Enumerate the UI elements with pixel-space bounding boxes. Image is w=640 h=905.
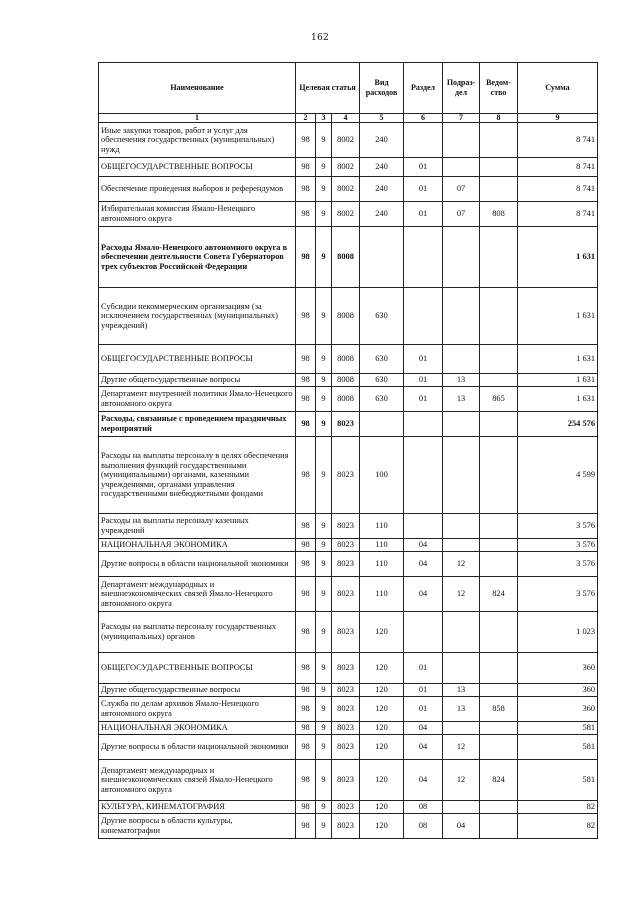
table-body bbox=[99, 123, 598, 839]
cell-subsection: 07 bbox=[443, 177, 480, 202]
cell-subsection bbox=[443, 801, 480, 814]
cell-section: 01 bbox=[404, 653, 443, 684]
cell-department bbox=[480, 653, 518, 684]
header-department: Ведом-ство bbox=[480, 63, 518, 114]
cell-name: ОБЩЕГОСУДАРСТВЕННЫЕ ВОПРОСЫ bbox=[99, 158, 296, 177]
cell-expense-type: 110 bbox=[360, 577, 404, 612]
cell-sum: 1 023 bbox=[518, 612, 598, 653]
budget-table bbox=[98, 62, 598, 839]
cell-subprogram: 9 bbox=[316, 374, 332, 387]
cell-name: Расходы на выплаты персоналу в целях обеспечения выполнения функций государственными (муниципальными) органами, казенными учреждениями, органами управления государственными внебюджетными фондами bbox=[99, 437, 296, 514]
cell-subprogram: 9 bbox=[316, 158, 332, 177]
cell-subprogram: 9 bbox=[316, 123, 332, 158]
table-row bbox=[99, 697, 598, 722]
cell-sum: 8 741 bbox=[518, 123, 598, 158]
table-row bbox=[99, 158, 598, 177]
cell-department bbox=[480, 123, 518, 158]
cell-direction: 8023 bbox=[332, 697, 360, 722]
cell-name: Избирательная комиссия Ямало-Ненецкого автономного округа bbox=[99, 202, 296, 227]
cell-section: 08 bbox=[404, 814, 443, 839]
cell-name: НАЦИОНАЛЬНАЯ ЭКОНОМИКА bbox=[99, 722, 296, 735]
cell-section: 01 bbox=[404, 202, 443, 227]
cell-direction: 8008 bbox=[332, 288, 360, 345]
cell-subsection: 07 bbox=[443, 202, 480, 227]
table-row bbox=[99, 653, 598, 684]
cell-name: Другие вопросы в области национальной экономики bbox=[99, 552, 296, 577]
cell-department bbox=[480, 288, 518, 345]
cell-expense-type bbox=[360, 227, 404, 288]
cell-section: 01 bbox=[404, 345, 443, 374]
cell-direction: 8023 bbox=[332, 801, 360, 814]
table-row bbox=[99, 552, 598, 577]
column-number: 1 bbox=[99, 114, 296, 123]
cell-subsection bbox=[443, 539, 480, 552]
cell-expense-type: 110 bbox=[360, 514, 404, 539]
cell-direction: 8023 bbox=[332, 612, 360, 653]
table-row bbox=[99, 612, 598, 653]
table-row bbox=[99, 437, 598, 514]
cell-direction: 8023 bbox=[332, 577, 360, 612]
cell-department bbox=[480, 412, 518, 437]
cell-subsection bbox=[443, 612, 480, 653]
cell-name: НАЦИОНАЛЬНАЯ ЭКОНОМИКА bbox=[99, 539, 296, 552]
cell-expense-type: 120 bbox=[360, 653, 404, 684]
cell-section: 04 bbox=[404, 552, 443, 577]
cell-expense-type: 120 bbox=[360, 684, 404, 697]
cell-direction: 8008 bbox=[332, 345, 360, 374]
table-row bbox=[99, 288, 598, 345]
cell-expense-type: 630 bbox=[360, 345, 404, 374]
cell-subprogram: 9 bbox=[316, 202, 332, 227]
cell-expense-type: 120 bbox=[360, 735, 404, 760]
cell-program: 98 bbox=[296, 345, 316, 374]
table-row bbox=[99, 123, 598, 158]
cell-department: 824 bbox=[480, 577, 518, 612]
cell-section: 04 bbox=[404, 735, 443, 760]
cell-subsection bbox=[443, 227, 480, 288]
cell-sum: 360 bbox=[518, 697, 598, 722]
cell-name: Расходы на выплаты персоналу государственных (муниципальных) органов bbox=[99, 612, 296, 653]
cell-subsection: 12 bbox=[443, 577, 480, 612]
cell-name: Другие вопросы в области культуры, кинематографии bbox=[99, 814, 296, 839]
cell-section bbox=[404, 437, 443, 514]
cell-expense-type: 630 bbox=[360, 288, 404, 345]
cell-name: Другие вопросы в области национальной экономики bbox=[99, 735, 296, 760]
cell-section bbox=[404, 123, 443, 158]
cell-subsection: 13 bbox=[443, 697, 480, 722]
table-row bbox=[99, 374, 598, 387]
cell-program: 98 bbox=[296, 552, 316, 577]
cell-direction: 8023 bbox=[332, 735, 360, 760]
cell-direction: 8023 bbox=[332, 412, 360, 437]
cell-expense-type: 100 bbox=[360, 437, 404, 514]
cell-section bbox=[404, 612, 443, 653]
cell-subsection bbox=[443, 653, 480, 684]
cell-program: 98 bbox=[296, 177, 316, 202]
cell-subprogram: 9 bbox=[316, 801, 332, 814]
cell-section: 04 bbox=[404, 539, 443, 552]
cell-subprogram: 9 bbox=[316, 177, 332, 202]
cell-program: 98 bbox=[296, 814, 316, 839]
table-row bbox=[99, 345, 598, 374]
cell-department: 858 bbox=[480, 697, 518, 722]
cell-subprogram: 9 bbox=[316, 552, 332, 577]
cell-program: 98 bbox=[296, 653, 316, 684]
column-number: 8 bbox=[480, 114, 518, 123]
cell-subsection: 13 bbox=[443, 374, 480, 387]
cell-sum: 1 631 bbox=[518, 387, 598, 412]
cell-subprogram: 9 bbox=[316, 539, 332, 552]
cell-section: 01 bbox=[404, 158, 443, 177]
cell-expense-type: 120 bbox=[360, 814, 404, 839]
cell-direction: 8023 bbox=[332, 760, 360, 801]
cell-program: 98 bbox=[296, 577, 316, 612]
cell-section bbox=[404, 288, 443, 345]
cell-direction: 8023 bbox=[332, 552, 360, 577]
header-subsection: Подраз-дел bbox=[443, 63, 480, 114]
cell-subprogram: 9 bbox=[316, 722, 332, 735]
cell-direction: 8002 bbox=[332, 158, 360, 177]
cell-section: 04 bbox=[404, 577, 443, 612]
cell-subprogram: 9 bbox=[316, 684, 332, 697]
cell-direction: 8023 bbox=[332, 722, 360, 735]
cell-subsection bbox=[443, 123, 480, 158]
cell-section: 01 bbox=[404, 387, 443, 412]
cell-program: 98 bbox=[296, 760, 316, 801]
cell-department: 808 bbox=[480, 202, 518, 227]
header-name: Наименование bbox=[99, 63, 296, 114]
cell-department bbox=[480, 227, 518, 288]
table-row bbox=[99, 177, 598, 202]
cell-subprogram: 9 bbox=[316, 653, 332, 684]
cell-section bbox=[404, 412, 443, 437]
cell-section bbox=[404, 514, 443, 539]
column-number: 2 bbox=[296, 114, 316, 123]
cell-department bbox=[480, 514, 518, 539]
cell-department bbox=[480, 552, 518, 577]
cell-direction: 8008 bbox=[332, 227, 360, 288]
cell-subsection bbox=[443, 412, 480, 437]
cell-direction: 8002 bbox=[332, 202, 360, 227]
cell-direction: 8023 bbox=[332, 814, 360, 839]
cell-sum: 1 631 bbox=[518, 345, 598, 374]
cell-expense-type: 120 bbox=[360, 722, 404, 735]
cell-subsection: 13 bbox=[443, 387, 480, 412]
cell-direction: 8008 bbox=[332, 387, 360, 412]
cell-department bbox=[480, 814, 518, 839]
cell-subsection bbox=[443, 288, 480, 345]
cell-sum: 1 631 bbox=[518, 288, 598, 345]
cell-expense-type: 120 bbox=[360, 612, 404, 653]
header-sum: Сумма bbox=[518, 63, 598, 114]
cell-department bbox=[480, 801, 518, 814]
cell-subsection bbox=[443, 722, 480, 735]
cell-program: 98 bbox=[296, 374, 316, 387]
cell-program: 98 bbox=[296, 288, 316, 345]
table-row bbox=[99, 801, 598, 814]
cell-name: Иные закупки товаров, работ и услуг для обеспечения государственных (муниципальных) нужд bbox=[99, 123, 296, 158]
cell-sum: 82 bbox=[518, 801, 598, 814]
cell-direction: 8002 bbox=[332, 177, 360, 202]
column-number: 7 bbox=[443, 114, 480, 123]
column-number: 6 bbox=[404, 114, 443, 123]
table-row bbox=[99, 387, 598, 412]
cell-expense-type: 630 bbox=[360, 374, 404, 387]
cell-subprogram: 9 bbox=[316, 227, 332, 288]
cell-department bbox=[480, 539, 518, 552]
cell-name: Служба по делам архивов Ямало-Ненецкого автономного округа bbox=[99, 697, 296, 722]
cell-name: Расходы Ямало-Ненецкого автономного округа в обеспечении деятельности Совета Губернаторов трех субъектов Российской Федерации bbox=[99, 227, 296, 288]
cell-subprogram: 9 bbox=[316, 288, 332, 345]
cell-sum: 254 576 bbox=[518, 412, 598, 437]
table-row bbox=[99, 514, 598, 539]
cell-section: 08 bbox=[404, 801, 443, 814]
cell-department bbox=[480, 158, 518, 177]
cell-program: 98 bbox=[296, 801, 316, 814]
cell-sum: 581 bbox=[518, 735, 598, 760]
cell-section bbox=[404, 227, 443, 288]
table-row bbox=[99, 814, 598, 839]
cell-section: 01 bbox=[404, 374, 443, 387]
cell-direction: 8023 bbox=[332, 514, 360, 539]
cell-subsection: 13 bbox=[443, 684, 480, 697]
cell-name: Другие общегосударственные вопросы bbox=[99, 684, 296, 697]
cell-program: 98 bbox=[296, 684, 316, 697]
cell-expense-type: 630 bbox=[360, 387, 404, 412]
cell-department bbox=[480, 735, 518, 760]
header-section: Раздел bbox=[404, 63, 443, 114]
cell-name: Обеспечение проведения выборов и референдумов bbox=[99, 177, 296, 202]
cell-program: 98 bbox=[296, 697, 316, 722]
cell-direction: 8023 bbox=[332, 684, 360, 697]
cell-name: Департамент международных и внешнеэкономических связей Ямало-Ненецкого автономного округа bbox=[99, 760, 296, 801]
table-row bbox=[99, 760, 598, 801]
cell-sum: 3 576 bbox=[518, 577, 598, 612]
cell-sum: 1 631 bbox=[518, 227, 598, 288]
cell-sum: 8 741 bbox=[518, 177, 598, 202]
cell-name: ОБЩЕГОСУДАРСТВЕННЫЕ ВОПРОСЫ bbox=[99, 345, 296, 374]
cell-expense-type: 240 bbox=[360, 123, 404, 158]
cell-program: 98 bbox=[296, 158, 316, 177]
cell-program: 98 bbox=[296, 735, 316, 760]
page-number: 162 bbox=[310, 33, 330, 43]
cell-sum: 3 576 bbox=[518, 514, 598, 539]
cell-section: 04 bbox=[404, 722, 443, 735]
cell-department bbox=[480, 612, 518, 653]
cell-subsection bbox=[443, 437, 480, 514]
cell-subprogram: 9 bbox=[316, 577, 332, 612]
table-header-row bbox=[99, 63, 598, 114]
cell-expense-type: 240 bbox=[360, 202, 404, 227]
cell-subprogram: 9 bbox=[316, 760, 332, 801]
cell-name: Департамент международных и внешнеэкономических связей Ямало-Ненецкого автономного округа bbox=[99, 577, 296, 612]
table-row bbox=[99, 722, 598, 735]
cell-name: Другие общегосударственные вопросы bbox=[99, 374, 296, 387]
cell-sum: 8 741 bbox=[518, 202, 598, 227]
cell-subsection: 12 bbox=[443, 760, 480, 801]
cell-sum: 3 576 bbox=[518, 552, 598, 577]
table-row bbox=[99, 735, 598, 760]
cell-sum: 581 bbox=[518, 760, 598, 801]
cell-expense-type: 240 bbox=[360, 158, 404, 177]
cell-subsection bbox=[443, 158, 480, 177]
cell-program: 98 bbox=[296, 412, 316, 437]
cell-subprogram: 9 bbox=[316, 612, 332, 653]
cell-subsection: 12 bbox=[443, 552, 480, 577]
cell-subsection bbox=[443, 514, 480, 539]
cell-department: 865 bbox=[480, 387, 518, 412]
cell-subprogram: 9 bbox=[316, 514, 332, 539]
cell-department bbox=[480, 437, 518, 514]
cell-department bbox=[480, 345, 518, 374]
cell-subsection: 04 bbox=[443, 814, 480, 839]
cell-sum: 4 599 bbox=[518, 437, 598, 514]
table-row bbox=[99, 684, 598, 697]
table-row bbox=[99, 539, 598, 552]
cell-name: Департамент внутренней политики Ямало-Ненецкого автономного округа bbox=[99, 387, 296, 412]
column-number: 4 bbox=[332, 114, 360, 123]
cell-department bbox=[480, 374, 518, 387]
column-number: 9 bbox=[518, 114, 598, 123]
cell-subsection: 12 bbox=[443, 735, 480, 760]
cell-name: Расходы, связанные с проведением праздничных мероприятий bbox=[99, 412, 296, 437]
cell-expense-type: 120 bbox=[360, 760, 404, 801]
cell-department bbox=[480, 684, 518, 697]
table-row bbox=[99, 202, 598, 227]
cell-sum: 82 bbox=[518, 814, 598, 839]
cell-sum: 1 631 bbox=[518, 374, 598, 387]
cell-subprogram: 9 bbox=[316, 697, 332, 722]
cell-sum: 3 576 bbox=[518, 539, 598, 552]
cell-program: 98 bbox=[296, 387, 316, 412]
cell-program: 98 bbox=[296, 722, 316, 735]
cell-subprogram: 9 bbox=[316, 814, 332, 839]
column-number-row bbox=[99, 114, 598, 123]
cell-department bbox=[480, 722, 518, 735]
cell-direction: 8023 bbox=[332, 437, 360, 514]
cell-section: 01 bbox=[404, 177, 443, 202]
table-row bbox=[99, 412, 598, 437]
cell-department: 824 bbox=[480, 760, 518, 801]
cell-subprogram: 9 bbox=[316, 735, 332, 760]
cell-department bbox=[480, 177, 518, 202]
cell-program: 98 bbox=[296, 437, 316, 514]
cell-subprogram: 9 bbox=[316, 387, 332, 412]
cell-expense-type: 120 bbox=[360, 801, 404, 814]
cell-expense-type: 110 bbox=[360, 552, 404, 577]
cell-direction: 8002 bbox=[332, 123, 360, 158]
cell-program: 98 bbox=[296, 612, 316, 653]
cell-subprogram: 9 bbox=[316, 412, 332, 437]
cell-direction: 8023 bbox=[332, 653, 360, 684]
table-row bbox=[99, 577, 598, 612]
cell-program: 98 bbox=[296, 514, 316, 539]
cell-name: Субсидии некоммерческим организациям (за исключением государственных (муниципальных) учреждений) bbox=[99, 288, 296, 345]
header-target-article: Целевая статья bbox=[296, 63, 360, 114]
cell-expense-type: 120 bbox=[360, 697, 404, 722]
table-row bbox=[99, 227, 598, 288]
cell-expense-type: 240 bbox=[360, 177, 404, 202]
cell-direction: 8023 bbox=[332, 539, 360, 552]
cell-section: 01 bbox=[404, 697, 443, 722]
cell-expense-type: 110 bbox=[360, 539, 404, 552]
cell-subsection bbox=[443, 345, 480, 374]
cell-name: КУЛЬТУРА, КИНЕМАТОГРАФИЯ bbox=[99, 801, 296, 814]
column-number: 5 bbox=[360, 114, 404, 123]
cell-section: 01 bbox=[404, 684, 443, 697]
cell-sum: 581 bbox=[518, 722, 598, 735]
header-expense-type: Вид расходов bbox=[360, 63, 404, 114]
cell-program: 98 bbox=[296, 123, 316, 158]
cell-program: 98 bbox=[296, 227, 316, 288]
cell-subprogram: 9 bbox=[316, 437, 332, 514]
cell-name: ОБЩЕГОСУДАРСТВЕННЫЕ ВОПРОСЫ bbox=[99, 653, 296, 684]
cell-expense-type bbox=[360, 412, 404, 437]
cell-sum: 360 bbox=[518, 684, 598, 697]
cell-program: 98 bbox=[296, 202, 316, 227]
cell-program: 98 bbox=[296, 539, 316, 552]
column-number: 3 bbox=[316, 114, 332, 123]
cell-sum: 360 bbox=[518, 653, 598, 684]
cell-direction: 8008 bbox=[332, 374, 360, 387]
cell-subprogram: 9 bbox=[316, 345, 332, 374]
cell-name: Расходы на выплаты персоналу казенных учреждений bbox=[99, 514, 296, 539]
cell-section: 04 bbox=[404, 760, 443, 801]
cell-sum: 8 741 bbox=[518, 158, 598, 177]
